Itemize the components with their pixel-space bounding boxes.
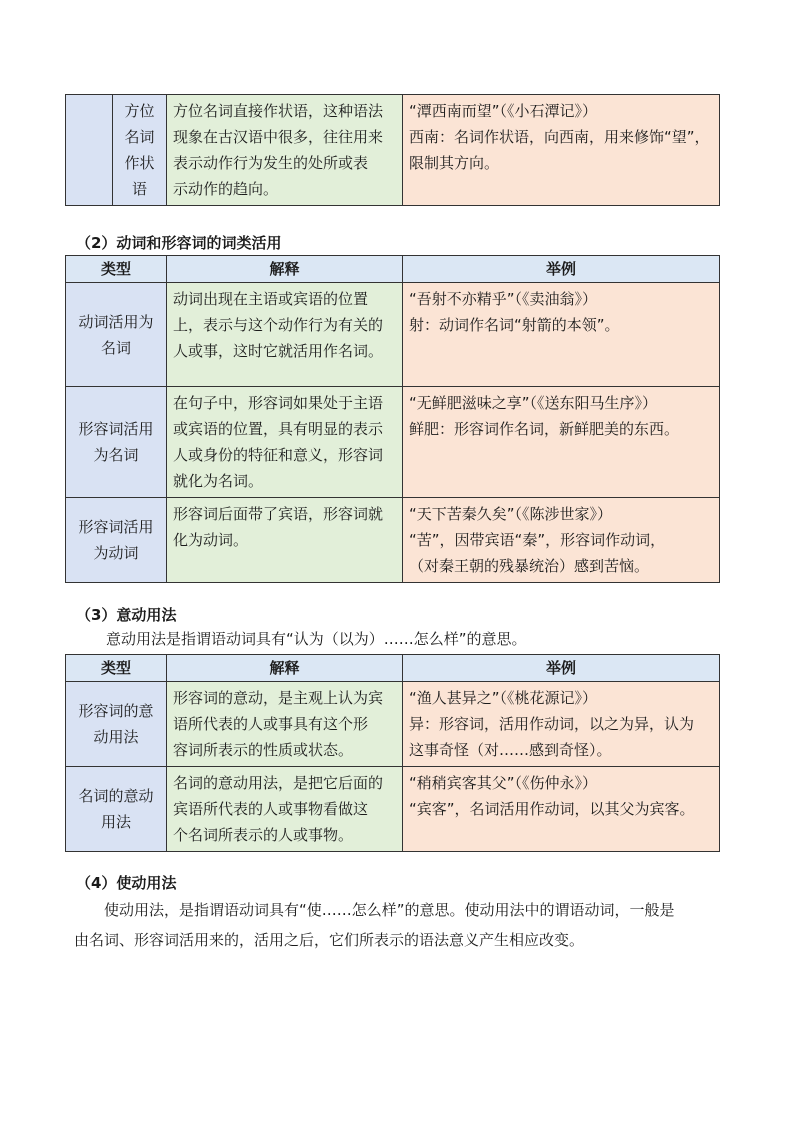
example-line: 异：形容词，活用作动词，以之为异，认为 — [409, 715, 695, 733]
type-line: 名词 — [124, 128, 155, 146]
explanation-line: 表示动作行为发生的处所或表 — [173, 154, 369, 172]
type-line: 名词 — [100, 338, 131, 357]
explanation-line: 或宾语的位置，具有明显的表示 — [173, 420, 384, 438]
type-line: 为动词 — [93, 544, 139, 562]
explanation-line: 现象在古汉语中很多，往往用来 — [173, 128, 384, 146]
example-line: “潭西南而望”（《小石潭记》） — [409, 102, 598, 120]
explanation-line: 动词出现在主语或宾语的位置 — [173, 290, 369, 308]
type-line: 为名词 — [93, 446, 139, 464]
section-paragraph-line: 由名词、形容词活用来的，活用之后，它们所表示的语法意义产生相应改变。 — [74, 931, 585, 949]
type-line: 形容词活用 — [78, 518, 154, 536]
explanation-line: 上，表示与这个动作行为有关的 — [173, 316, 384, 334]
table-header-row — [66, 655, 720, 682]
example-cell — [403, 283, 720, 387]
example-cell — [403, 682, 720, 767]
type-line: 用法 — [100, 813, 131, 831]
section-heading: （3）意动用法 — [76, 606, 177, 624]
explanation-line: 人或身份的特征和意义，形容词 — [173, 446, 384, 464]
section-paragraph-line: 使动用法，是指谓语动词具有“使……怎么样”的意思。使动用法中的谓语动词，一般是 — [104, 901, 675, 919]
explanation-cell — [167, 498, 403, 583]
type-line: 作状 — [124, 154, 155, 172]
header-type: 类型 — [66, 256, 167, 283]
type-line: 动用法 — [93, 728, 139, 746]
example-line: “稍稍宾客其父”（《伤仲永》） — [409, 774, 598, 792]
explanation-line: 形容词的意动，是主观上认为宾 — [173, 689, 384, 707]
table-row — [66, 95, 720, 206]
example-line: “渔人甚异之”（《桃花源记》） — [409, 689, 598, 707]
explanation-cell — [167, 95, 403, 206]
section-intro: 意动用法是指谓语动词具有“认为（以为）……怎么样”的意思。 — [106, 630, 527, 648]
explanation-line: 宾语所代表的人或事物看做这 — [173, 800, 369, 818]
header-explanation: 解释 — [167, 256, 403, 283]
table-row — [66, 682, 720, 767]
table-noun-adverbial — [65, 94, 720, 206]
explanation-line: 化为动词。 — [173, 531, 249, 549]
header-example: 举例 — [403, 256, 720, 283]
type-cell — [66, 498, 167, 583]
table-row — [66, 387, 720, 498]
type-cell — [66, 767, 167, 852]
example-line: 这事奇怪（对……感到奇怪）。 — [409, 741, 612, 759]
type-line: 形容词的意 — [78, 702, 154, 720]
section-heading: （4）使动用法 — [76, 874, 177, 892]
example-cell — [403, 387, 720, 498]
explanation-line: 形容词后面带了宾语，形容词就 — [173, 505, 384, 523]
type-cell — [66, 387, 167, 498]
blank-cell — [66, 95, 113, 206]
table-row — [66, 767, 720, 852]
explanation-line: 在句子中，形容词如果处于主语 — [173, 394, 384, 412]
example-line: “吾射不亦精乎”（《卖油翁》） — [409, 290, 598, 308]
header-example: 举例 — [403, 655, 720, 682]
table-header-row — [66, 256, 720, 283]
type-line: 形容词活用 — [78, 420, 154, 438]
type-cell — [113, 95, 167, 206]
explanation-line: 示动作的趋向。 — [173, 180, 279, 198]
type-line: 语 — [131, 180, 147, 198]
header-type: 类型 — [66, 655, 167, 682]
section-heading: （2）动词和形容词的词类活用 — [76, 234, 282, 252]
example-line: 西南：名词作状语，向西南，用来修饰“望”， — [409, 128, 710, 146]
type-line: 名词的意动 — [78, 787, 154, 805]
explanation-line: 语所代表的人或事具有这个形 — [173, 715, 369, 733]
example-cell — [403, 767, 720, 852]
explanation-line: 容词所表示的性质或状态。 — [173, 741, 354, 759]
explanation-line: 个名词所表示的人或事物。 — [173, 826, 354, 844]
table-verb-adjective — [65, 255, 720, 583]
table-row — [66, 498, 720, 583]
table-putative-usage — [65, 654, 720, 852]
type-cell — [66, 283, 167, 387]
table-row — [66, 283, 720, 387]
example-line: 鲜肥：形容词作名词，新鲜肥美的东西。 — [409, 420, 680, 438]
explanation-line: 方位名词直接作状语，这种语法 — [173, 102, 384, 120]
example-line: “天下苦秦久矣”（《陈涉世家》） — [409, 505, 613, 523]
explanation-cell — [167, 682, 403, 767]
explanation-line: 就化为名词。 — [173, 472, 264, 490]
example-line: “苦”，因带宾语“秦”，形容词作动词， — [409, 531, 666, 549]
example-line: 射：动词作名词“射箭的本领”。 — [409, 316, 620, 334]
header-explanation: 解释 — [167, 655, 403, 682]
example-line: （对秦王朝的残暴统治）感到苦恼。 — [409, 557, 650, 575]
example-cell — [403, 95, 720, 206]
type-cell — [66, 682, 167, 767]
example-cell — [403, 498, 720, 583]
explanation-cell — [167, 767, 403, 852]
explanation-line: 名词的意动用法，是把它后面的 — [173, 774, 384, 792]
type-line: 动词活用为 — [78, 312, 154, 331]
type-line: 方位 — [124, 102, 155, 120]
example-line: “宾客”，名词活用作动词，以其父为宾客。 — [409, 800, 695, 818]
explanation-line: 人或事，这时它就活用作名词。 — [173, 342, 384, 360]
example-line: 限制其方向。 — [409, 154, 500, 172]
explanation-cell — [167, 387, 403, 498]
example-line: “无鲜肥滋味之享”（《送东阳马生序》） — [409, 394, 658, 412]
explanation-cell — [167, 283, 403, 387]
